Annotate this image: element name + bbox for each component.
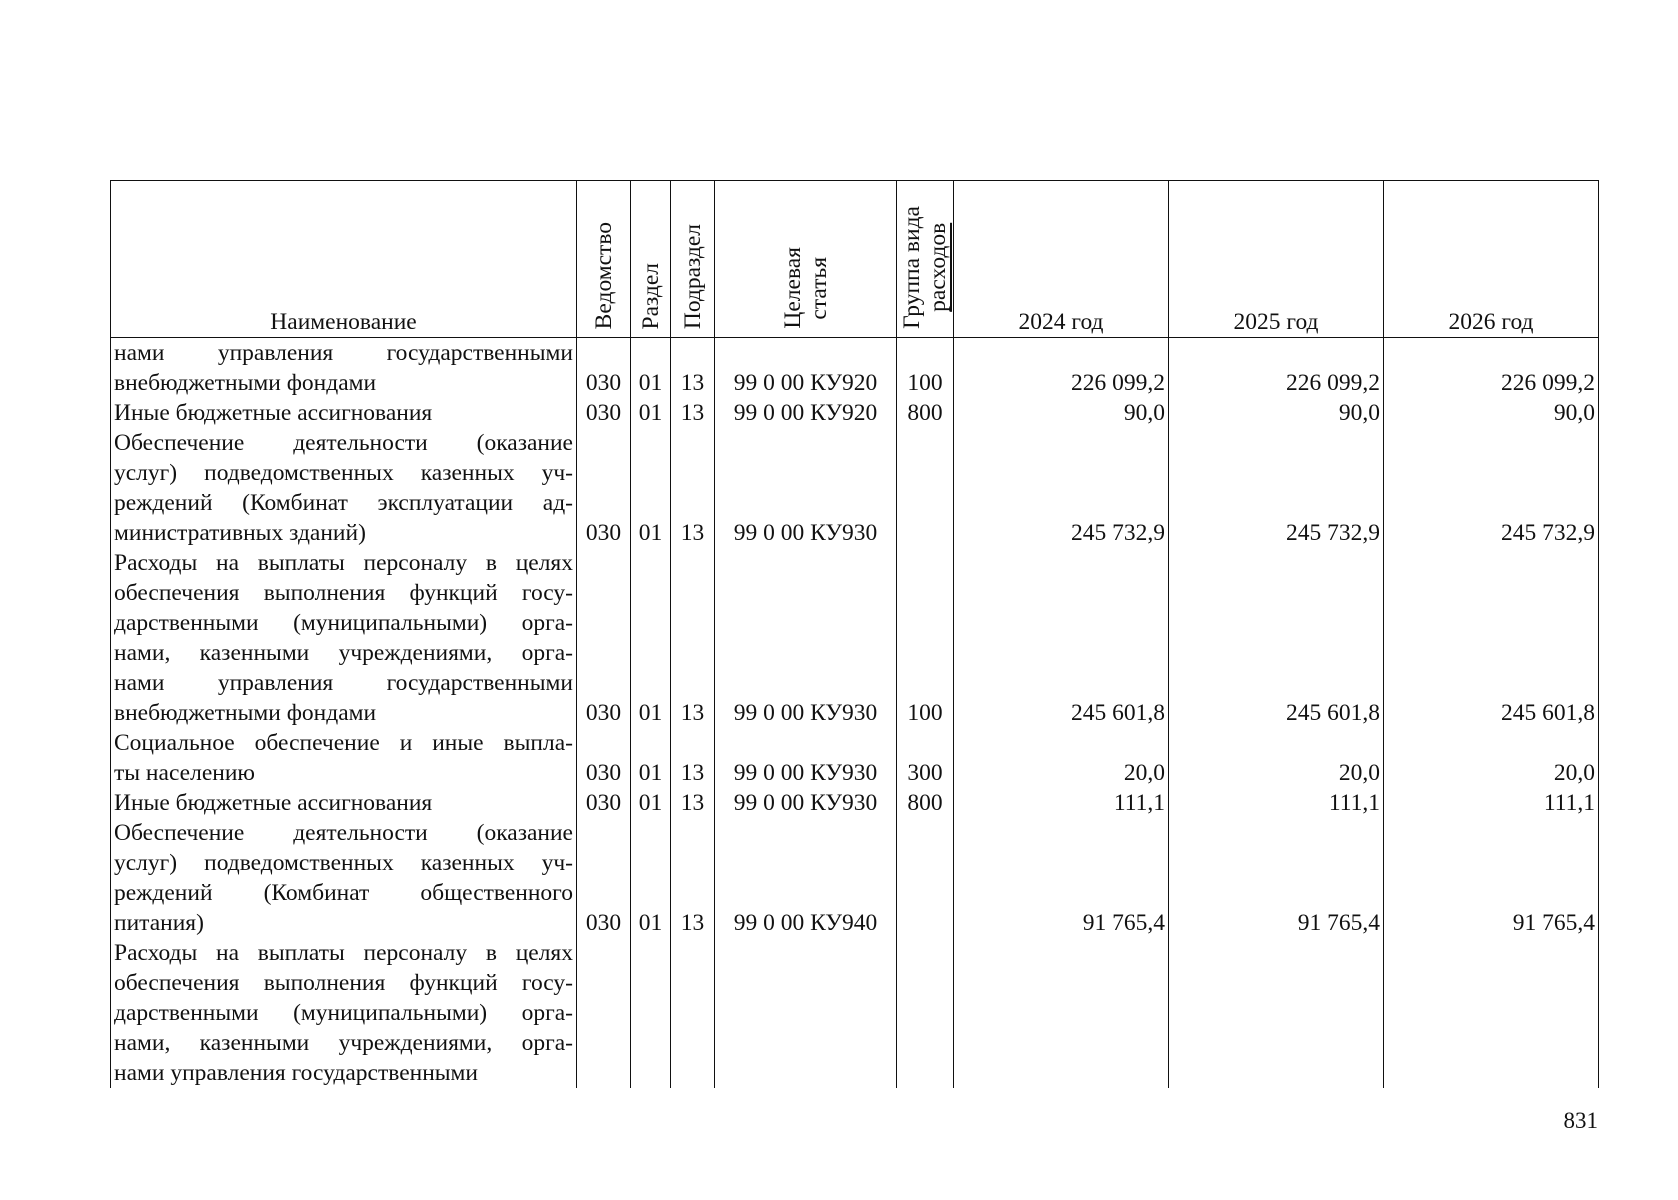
table-row: [111, 338, 1599, 399]
header-year-2025: 2025 год: [1169, 181, 1384, 338]
row-name: [111, 938, 577, 1088]
row-name-line: министративных зданий): [114, 520, 366, 546]
row-podrazdel: 13: [671, 728, 715, 788]
row-name-line: внебюджетными фондами: [114, 370, 377, 396]
row-celevaya-statya: [715, 938, 897, 1088]
header-year-2024: 2024 год: [954, 181, 1169, 338]
table-row: [111, 428, 1599, 548]
table-header-row: [111, 181, 1599, 338]
row-amount-2024: 245 601,8: [954, 548, 1169, 728]
row-gruppa-vida: [897, 938, 954, 1088]
row-amount-2025: 111,1: [1169, 788, 1384, 818]
row-name-line: дарственными (муниципальными) орга-: [114, 1000, 573, 1026]
row-celevaya-statya: 99 0 00 КУ930: [715, 428, 897, 548]
page-number: 831: [1563, 1108, 1598, 1133]
row-vedomstvo: 030: [577, 788, 631, 818]
row-name-line: реждений (Комбинат общественного: [114, 880, 573, 906]
row-podrazdel: 13: [671, 338, 715, 399]
row-amount-2025: [1169, 938, 1384, 1088]
row-celevaya-statya: 99 0 00 КУ940: [715, 818, 897, 938]
header-razdel-label: Раздел: [637, 262, 664, 329]
row-razdel: 01: [631, 548, 671, 728]
header-gruppa-label: [899, 206, 951, 329]
header-celevaya-statya-label: [780, 247, 832, 329]
row-name-line: ты населению: [114, 760, 255, 786]
row-name-line: питания): [114, 910, 204, 936]
row-vedomstvo: 030: [577, 338, 631, 399]
row-vedomstvo: 030: [577, 398, 631, 428]
header-podrazdel-label: Подраздел: [679, 223, 706, 329]
row-podrazdel: 13: [671, 548, 715, 728]
row-amount-2024: 20,0: [954, 728, 1169, 788]
row-celevaya-statya: 99 0 00 КУ930: [715, 548, 897, 728]
row-name-line: внебюджетными фондами: [114, 700, 377, 726]
header-celevaya-line1: Целевая: [779, 247, 806, 329]
table-row: [111, 728, 1599, 788]
row-name-line: нами управления государственными: [114, 1060, 479, 1086]
row-name-line: Иные бюджетные ассигнования: [114, 400, 433, 426]
row-name-line: нами управления государственными: [114, 670, 573, 696]
row-podrazdel: [671, 938, 715, 1088]
row-amount-2026: [1384, 938, 1599, 1088]
row-podrazdel: 13: [671, 818, 715, 938]
row-gruppa-vida: 100: [897, 548, 954, 728]
row-name-line: обеспечения выполнения функций госу-: [114, 580, 573, 606]
row-name-line: нами, казенными учреждениями, орга-: [114, 640, 573, 666]
header-year-2026: 2026 год: [1384, 181, 1599, 338]
row-name-line: обеспечения выполнения функций госу-: [114, 970, 573, 996]
row-podrazdel: 13: [671, 788, 715, 818]
row-amount-2026: 245 732,9: [1384, 428, 1599, 548]
row-gruppa-vida: [897, 428, 954, 548]
row-celevaya-statya: 99 0 00 КУ920: [715, 338, 897, 399]
row-gruppa-vida: [897, 818, 954, 938]
header-celevaya-statya: [715, 181, 897, 338]
table-row: [111, 398, 1599, 428]
header-podrazdel: [671, 181, 715, 338]
row-podrazdel: 13: [671, 398, 715, 428]
row-gruppa-vida: 300: [897, 728, 954, 788]
row-name-line: Расходы на выплаты персоналу в целях: [114, 550, 573, 576]
budget-table: [110, 180, 1599, 1088]
row-name: [111, 548, 577, 728]
table-body: [111, 338, 1599, 1089]
row-amount-2024: 91 765,4: [954, 818, 1169, 938]
row-amount-2026: 245 601,8: [1384, 548, 1599, 728]
row-razdel: 01: [631, 818, 671, 938]
row-name: [111, 788, 577, 818]
header-gruppa-line1: Группа вида: [899, 206, 925, 329]
header-razdel: [631, 181, 671, 338]
row-amount-2026: 91 765,4: [1384, 818, 1599, 938]
row-amount-2024: 226 099,2: [954, 338, 1169, 399]
row-amount-2025: 245 732,9: [1169, 428, 1384, 548]
row-amount-2024: 111,1: [954, 788, 1169, 818]
table-row: [111, 938, 1599, 1088]
row-amount-2026: 226 099,2: [1384, 338, 1599, 399]
row-amount-2026: 20,0: [1384, 728, 1599, 788]
header-vedomstvo: [577, 181, 631, 338]
row-name: [111, 428, 577, 548]
row-vedomstvo: 030: [577, 428, 631, 548]
row-razdel: 01: [631, 338, 671, 399]
row-amount-2025: 91 765,4: [1169, 818, 1384, 938]
row-vedomstvo: [577, 938, 631, 1088]
row-gruppa-vida: 800: [897, 398, 954, 428]
row-name-line: дарственными (муниципальными) орга-: [114, 610, 573, 636]
row-amount-2024: 245 732,9: [954, 428, 1169, 548]
row-name-line: Расходы на выплаты персоналу в целях: [114, 940, 573, 966]
row-gruppa-vida: 800: [897, 788, 954, 818]
header-name: Наименование: [111, 181, 577, 338]
row-name: [111, 818, 577, 938]
row-amount-2025: 226 099,2: [1169, 338, 1384, 399]
row-amount-2024: [954, 938, 1169, 1088]
row-name: [111, 728, 577, 788]
row-celevaya-statya: 99 0 00 КУ920: [715, 398, 897, 428]
row-vedomstvo: 030: [577, 548, 631, 728]
row-name-line: реждений (Комбинат эксплуатации ад-: [114, 490, 573, 516]
row-celevaya-statya: 99 0 00 КУ930: [715, 788, 897, 818]
row-name-line: нами, казенными учреждениями, орга-: [114, 1030, 573, 1056]
row-amount-2026: 90,0: [1384, 398, 1599, 428]
row-amount-2026: 111,1: [1384, 788, 1599, 818]
table-row: [111, 788, 1599, 818]
row-celevaya-statya: 99 0 00 КУ930: [715, 728, 897, 788]
header-gruppa-vida-rashodov: [897, 181, 954, 338]
row-name-line: нами управления государственными: [114, 340, 573, 366]
header-celevaya-line2: статья: [805, 256, 832, 320]
row-amount-2024: 90,0: [954, 398, 1169, 428]
row-amount-2025: 20,0: [1169, 728, 1384, 788]
row-razdel: 01: [631, 428, 671, 548]
row-name-line: Иные бюджетные ассигнования: [114, 790, 433, 816]
row-name: [111, 338, 577, 399]
row-name-line: Социальное обеспечение и иные выпла-: [114, 730, 573, 756]
table-row: [111, 818, 1599, 938]
row-podrazdel: 13: [671, 428, 715, 548]
row-amount-2025: 90,0: [1169, 398, 1384, 428]
row-vedomstvo: 030: [577, 818, 631, 938]
row-name-line: Обеспечение деятельности (оказание: [114, 820, 573, 846]
row-name-line: Обеспечение деятельности (оказание: [114, 430, 573, 456]
row-name: [111, 398, 577, 428]
row-gruppa-vida: 100: [897, 338, 954, 399]
row-razdel: 01: [631, 728, 671, 788]
table-row: [111, 548, 1599, 728]
header-gruppa-line2: расходов: [925, 223, 951, 313]
row-amount-2025: 245 601,8: [1169, 548, 1384, 728]
row-vedomstvo: 030: [577, 728, 631, 788]
row-razdel: 01: [631, 398, 671, 428]
row-name-line: услуг) подведомственных казенных уч-: [114, 460, 573, 486]
row-razdel: 01: [631, 788, 671, 818]
row-name-line: услуг) подведомственных казенных уч-: [114, 850, 573, 876]
row-razdel: [631, 938, 671, 1088]
header-vedomstvo-label: Ведомство: [590, 221, 617, 329]
